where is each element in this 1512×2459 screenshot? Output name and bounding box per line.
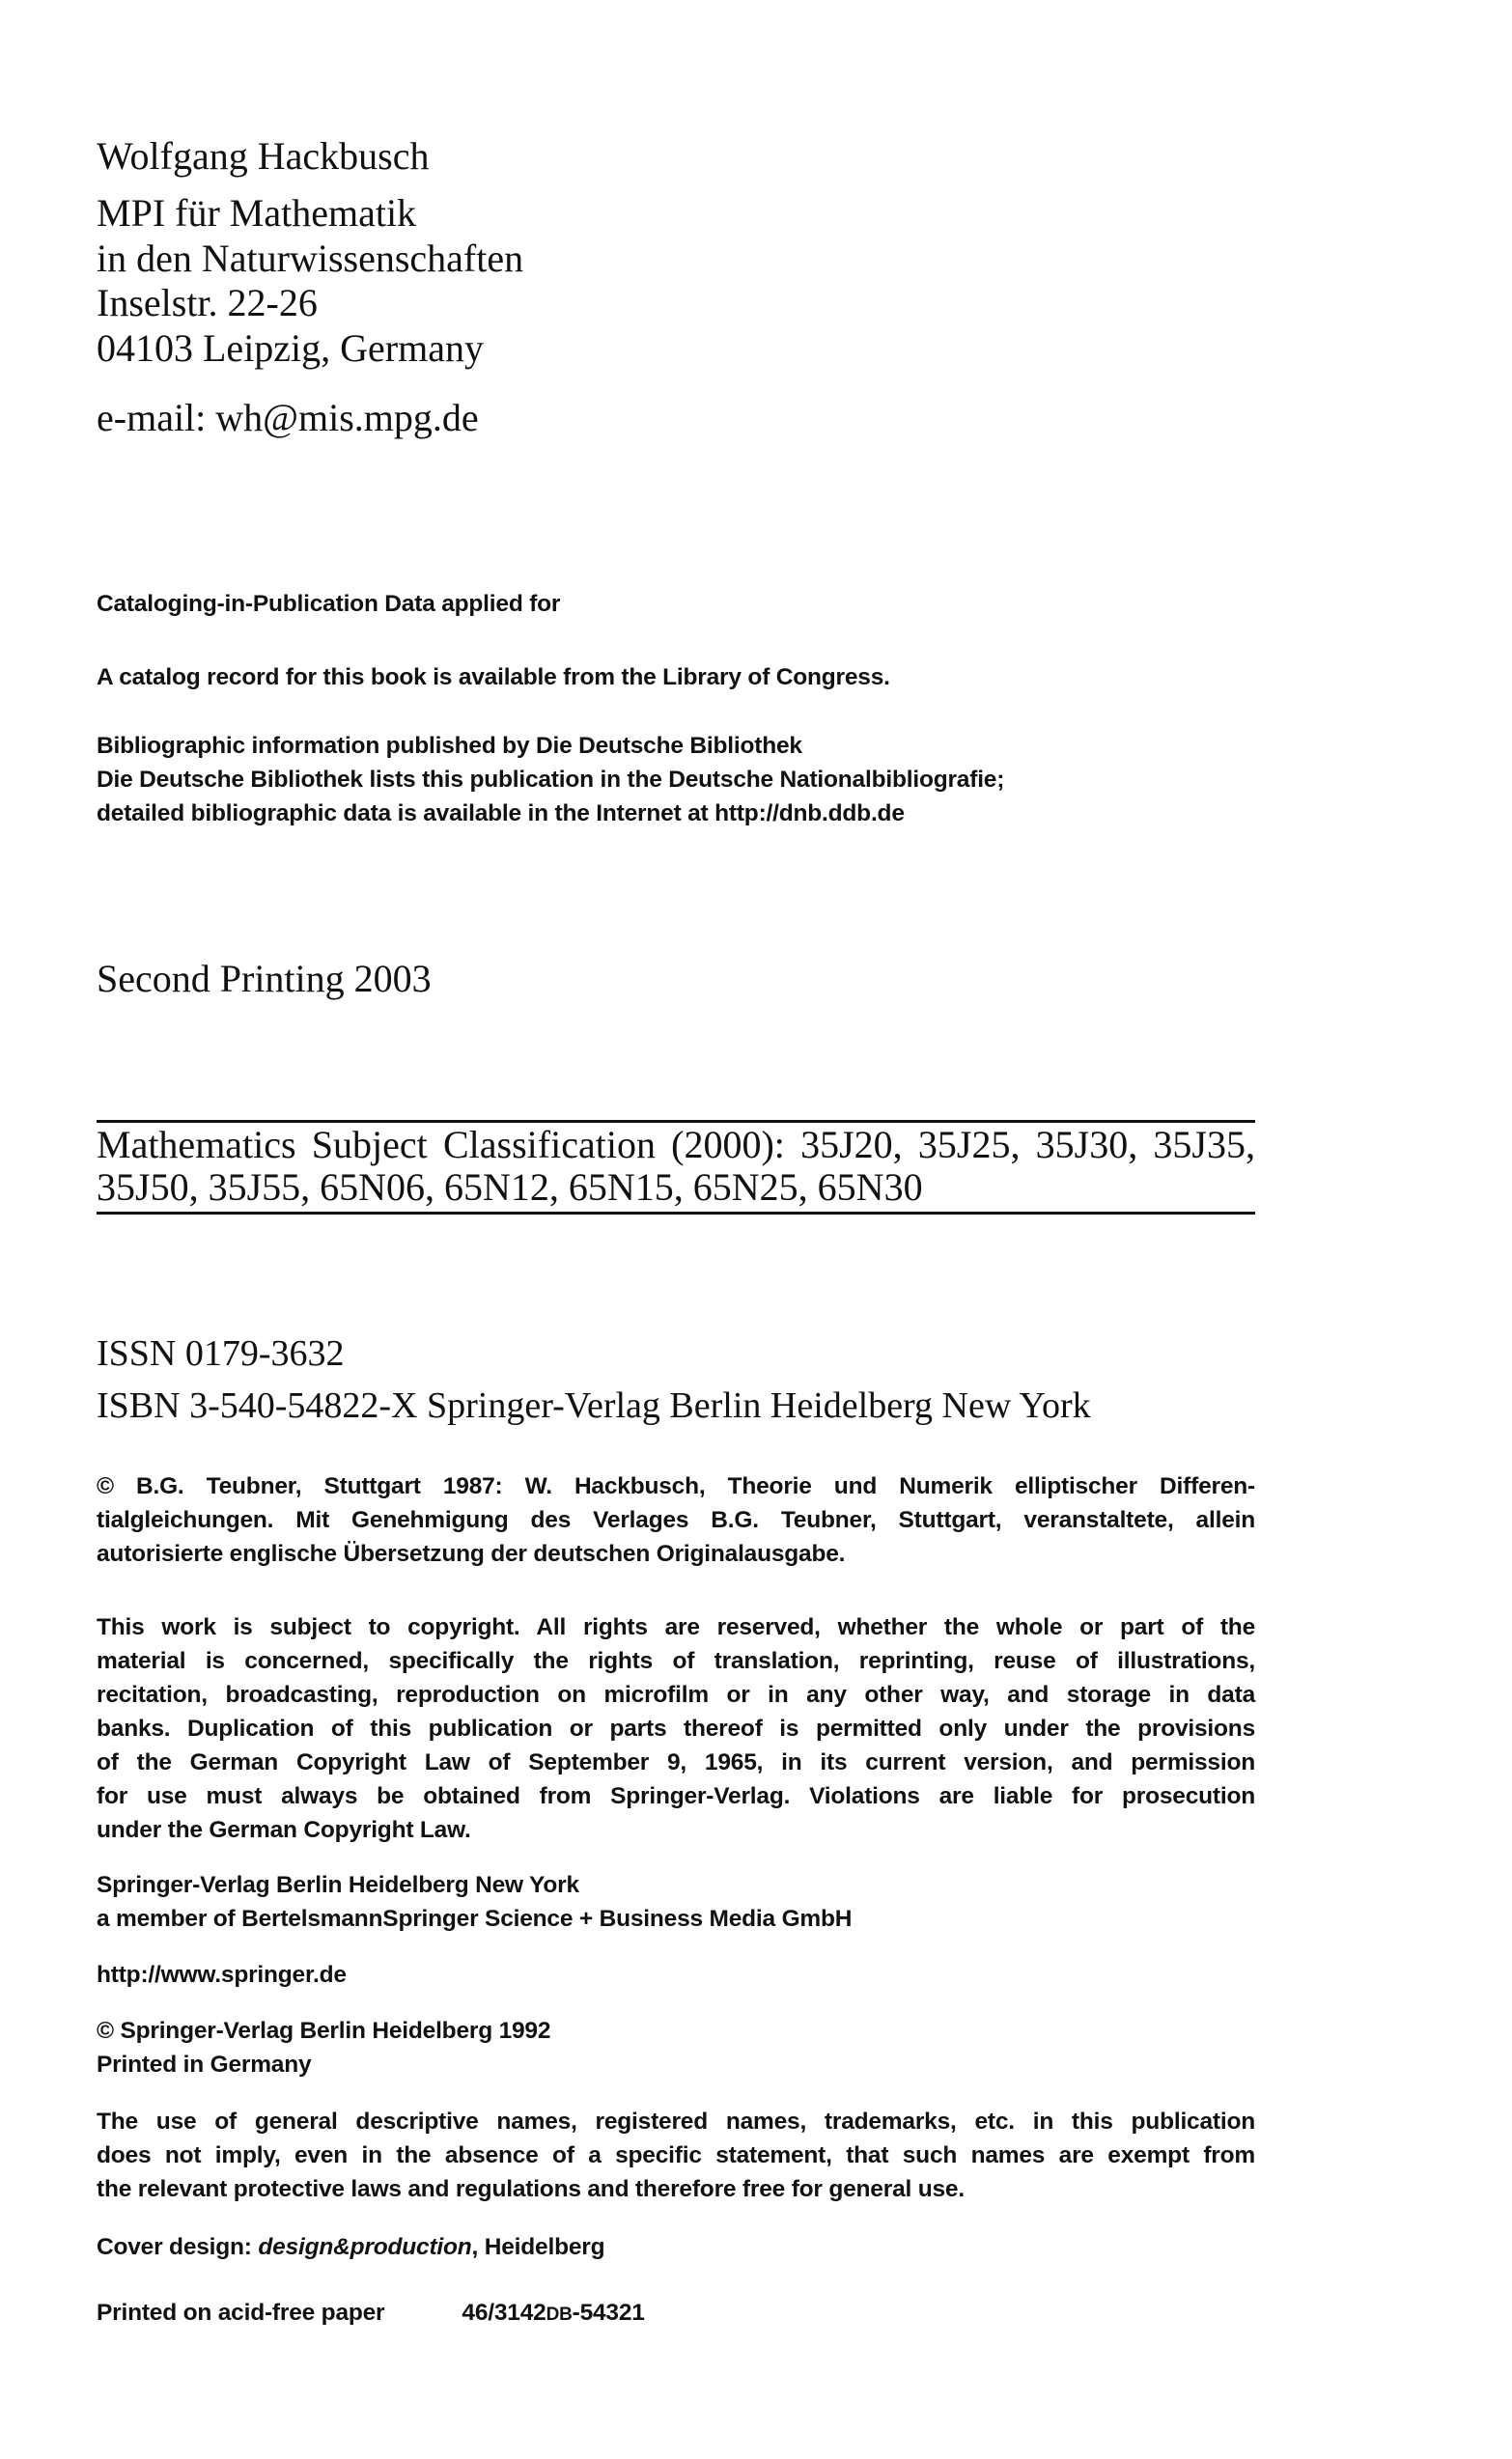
print-code-suffix: -54321 <box>572 2300 645 2326</box>
printing-text: Second Printing 2003 <box>97 957 432 1000</box>
subject-classification <box>97 1124 1255 1209</box>
loc-record-text: A catalog record for this book is available from the Library of Congress. <box>97 664 890 690</box>
identifiers <box>97 1327 1091 1432</box>
rights-line: recitation, broadcasting, reproduction on microfilm or in any other way, and storage in data <box>97 1682 1255 1708</box>
bib-line: Die Deutsche Bibliothek lists this publication in the Deutsche Nationalbibliografie; <box>97 767 1005 793</box>
rights-line: for use must always be obtained from Springer-Verlag. Violations are liable for prosecution <box>97 1783 1255 1809</box>
author-name-text: Wolfgang Hackbusch <box>97 134 430 178</box>
usage-line: The use of general descriptive names, registered names, trademarks, etc. in this publication <box>97 2109 1255 2135</box>
usage-line: does not imply, even in the absence of a specific statement, that such names are exempt from <box>97 2142 1255 2168</box>
cip-heading-text: Cataloging-in-Publication Data applied for <box>97 591 561 617</box>
print-code-prefix: 46/3142 <box>462 2300 546 2326</box>
publisher-url-text: http://www.springer.de <box>97 1962 347 1988</box>
rights-line: This work is subject to copyright. All rights are reserved, whether the whole or part of the <box>97 1614 1255 1640</box>
publisher-url <box>97 1958 347 1992</box>
msc-line: Mathematics Subject Classification (2000): 35J20, 35J25, 35J30, 35J35, <box>97 1123 1255 1166</box>
original-copyright-line: © B.G. Teubner, Stuttgart 1987: W. Hackbusch, Theorie und Numerik elliptischer Differen- <box>97 1473 1255 1499</box>
rights-line: banks. Duplication of this publication or parts thereof is permitted only under the provisions <box>97 1716 1255 1742</box>
cover-place: , Heidelberg <box>471 2234 605 2260</box>
print-info-line <box>97 2296 645 2332</box>
print-code-mid: DB <box>546 2305 573 2325</box>
msc-bottom-rule <box>97 1212 1255 1215</box>
bib-line: detailed bibliographic data is available in the Internet at http://dnb.ddb.de <box>97 800 905 826</box>
author-address <box>97 191 523 371</box>
address-line: Inselstr. 22-26 <box>97 281 318 324</box>
publisher-copyright-line: © Springer-Verlag Berlin Heidelberg 1992 <box>97 2018 551 2044</box>
address-line: 04103 Leipzig, Germany <box>97 325 484 370</box>
cover-designer: design&production <box>258 2234 472 2260</box>
rights-notice <box>97 1610 1255 1847</box>
paper-info: Printed on acid-free paper <box>97 2300 385 2326</box>
rights-line: of the German Copyright Law of September 9, 1965, in its current version, and permission <box>97 1749 1255 1775</box>
usage-line: the relevant protective laws and regulations and therefore free for general use. <box>97 2176 965 2202</box>
original-copyright-line: autorisierte englische Übersetzung der deutschen Originalausgabe. <box>97 1541 846 1567</box>
print-info <box>97 2296 645 2332</box>
cover-design-line <box>97 2230 604 2264</box>
publisher-copyright-line: Printed in Germany <box>97 2052 312 2078</box>
printing-edition <box>97 952 432 1006</box>
publisher-copyright <box>97 2014 550 2082</box>
print-code <box>462 2300 644 2326</box>
original-copyright-line: tialgleichungen. Mit Genehmigung des Verlages B.G. Teubner, Stuttgart, veranstaltete, allein <box>97 1507 1255 1533</box>
msc-line: 35J50, 35J55, 65N06, 65N12, 65N15, 65N25, 65N30 <box>97 1165 923 1209</box>
rights-line: material is concerned, specifically the rights of translation, reprinting, reuse of illustrations, <box>97 1648 1255 1674</box>
issn: ISSN 0179-3632 <box>97 1333 345 1374</box>
usage-notice <box>97 2105 1255 2206</box>
address-line: MPI für Mathematik <box>97 191 417 235</box>
address-line: in den Naturwissenschaften <box>97 236 524 280</box>
publisher-line: a member of BertelsmannSpringer Science + Business Media GmbH <box>97 1906 853 1932</box>
cover-label: Cover design: <box>97 2234 259 2260</box>
publisher-info <box>97 1868 852 1936</box>
cip-heading <box>97 587 560 621</box>
author-name <box>97 129 429 183</box>
author-email <box>97 394 479 442</box>
rights-line: under the German Copyright Law. <box>97 1817 471 1843</box>
bibliographic-info <box>97 729 1004 830</box>
loc-record <box>97 660 890 694</box>
original-copyright <box>97 1469 1255 1571</box>
email-text: e-mail: wh@mis.mpg.de <box>97 396 479 439</box>
bib-line: Bibliographic information published by Die Deutsche Bibliothek <box>97 733 802 759</box>
cover-design <box>97 2230 604 2264</box>
publisher-line: Springer-Verlag Berlin Heidelberg New York <box>97 1872 579 1898</box>
isbn: ISBN 3-540-54822-X Springer-Verlag Berlin Heidelberg New York <box>97 1385 1091 1426</box>
